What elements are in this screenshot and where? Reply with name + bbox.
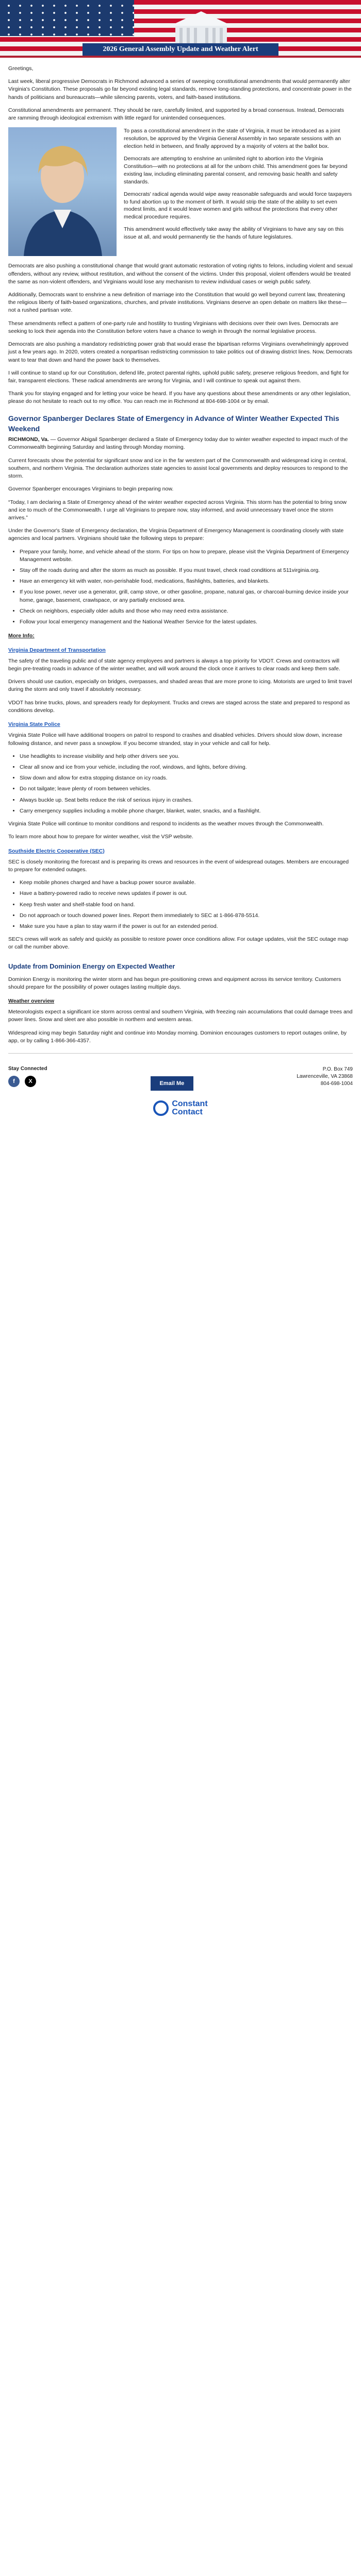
delegate-paragraph: Democrats' radical agenda would wipe away reasonable safeguards and would force taxpayers to fund abortion up to the moment of birth. It would strip the state of the ability to set even modest limits, and it would leave women and girls without the protections that every other medical procedure requires.	[124, 191, 352, 221]
constant-contact-icon	[153, 1100, 169, 1116]
list-item: • Follow your local emergency management and the National Weather Service for the latest updates.	[20, 618, 353, 626]
list-item: • Keep mobile phones charged and have a backup power source available.	[20, 879, 353, 887]
weather-paragraph: Current forecasts show the potential for significant snow and ice in the far western part of the Commonwealth and widespread icing in central, southern, and northern Virginia. The declaration authorizes state agencies to assist local governments and deploy resources to respond to the storm.	[8, 457, 348, 480]
social-links	[8, 1076, 47, 1087]
address-line: P.O. Box 749	[322, 1066, 353, 1073]
intro-paragraph: Last week, liberal progressive Democrats in Richmond advanced a series of sweeping constitutional amendments that would permanently alter Virginia's Constitution. These proposals go far beyond existing legal standards, remove long-standing protections, and concentrate power in the hands of politicians and bureaucrats—while silencing parents, voters, and faith-based institutions.	[8, 78, 352, 100]
overview-paragraph: Meteorologists expect a significant ice storm across central and southern Virginia, with freezing rain accumulations that could damage trees and power lines. Snow and sleet are also possible in northern and western areas.	[8, 1009, 353, 1023]
list-item: • Clear all snow and ice from your vehicle, including the roof, windows, and lights, before driving.	[20, 764, 353, 771]
vdot-paragraph: VDOT has brine trucks, plows, and spreaders ready for deployment. Trucks and crews are staged across the state and prepared to respond as conditions develop.	[8, 699, 350, 714]
email-page	[0, 0, 361, 1131]
office-address	[297, 1066, 353, 1088]
constant-contact-logo[interactable]	[0, 1094, 361, 1131]
list-item: • Make sure you have a plan to stay warm if the power is out for an extended period.	[20, 923, 353, 930]
sec-tips-list	[8, 879, 353, 930]
divider	[8, 1053, 353, 1054]
list-item: • Have a battery-powered radio to receive news updates if power is out.	[20, 890, 353, 897]
x-icon[interactable]: X	[25, 1076, 36, 1087]
list-item: • Stay off the roads during and after the storm as much as possible. If you must travel, check road conditions at 511virginia.org.	[20, 567, 353, 574]
governor-quote: “Today, I am declaring a State of Emergency ahead of the winter weather expected across Virginia. This storm has the potential to bring snow and ice to much of the Commonwealth. I urge all Virginians to prepare now, stay informed, and avoid unnecessary travel once the storm arrives.”	[8, 499, 347, 521]
intro-paragraph: Constitutional amendments are permanent. They should be rare, carefully limited, and supported by a broad consensus. Instead, Democrats are ramming through ideological extremism with little regard for unintended consequences.	[8, 107, 344, 122]
vsp-paragraph: Virginia State Police will have additional troopers on patrol to respond to crashes and disabled vehicles. Drivers should slow down, increase following distance, and never pass a snowplow. If you become stranded, stay in your vehicle and call for help.	[8, 732, 342, 747]
list-item: • Prepare your family, home, and vehicle ahead of the storm. For tips on how to prepare, please visit the Virginia Department of Emergency Management website.	[20, 548, 353, 564]
weather-title: Governor Spanberger Declares State of Emergency in Advance of Winter Weather Expected This Weekend	[8, 414, 339, 433]
delegate-paragraph: To pass a constitutional amendment in the state of Virginia, it must be introduced as a joint resolution, be approved by the Virginia General Assembly in two separate sessions with an election held in between, and finally approved by a majority of voters at the ballot box.	[124, 128, 341, 150]
cc-line: Contact	[172, 1108, 203, 1117]
vdot-link[interactable]: Virginia Department of Transportation	[8, 647, 106, 653]
list-item: • Do not tailgate; leave plenty of room between vehicles.	[20, 785, 353, 793]
facebook-icon[interactable]: f	[8, 1076, 20, 1087]
newsletter-body	[0, 58, 361, 1054]
overview-paragraph: Widespread icing may begin Saturday night and continue into Monday morning. Dominion encourages customers to report outages online, by app, or by calling 1-866-366-4357.	[8, 1029, 347, 1044]
email-me-button[interactable]: Email Me	[151, 1076, 194, 1091]
list-item: • Use headlights to increase visibility and help other drivers see you.	[20, 753, 353, 760]
header-banner	[0, 0, 361, 58]
greeting: Greetings,	[8, 65, 34, 72]
vdot-paragraph: Drivers should use caution, especially on bridges, overpasses, and shaded areas that are more prone to icing. Motorists are urged to limit travel during the storm and only travel if absolutely necessary.	[8, 679, 352, 693]
person-icon	[8, 127, 117, 256]
sec-link[interactable]: Southside Electric Cooperative (SEC)	[8, 848, 105, 854]
list-item: • Have an emergency kit with water, non-perishable food, medications, flashlights, batteries, and blankets.	[20, 578, 353, 585]
address-line: Lawrenceville, VA 23868	[297, 1074, 353, 1080]
sec-paragraph: SEC's crews will work as safely and quickly as possible to restore power once conditions allow. For outage updates, visit the SEC outage map or call the number above.	[8, 936, 349, 951]
vsp-link[interactable]: Virginia State Police	[8, 721, 60, 728]
delegate-portrait	[8, 127, 117, 256]
weather-lede: — Governor Abigail Spanberger declared a State of Emergency today due to winter weather expected to impact much of the Commonwealth beginning Saturday and lasting through Monday morning.	[8, 436, 348, 451]
body-paragraph: Democrats are also pushing a mandatory redistricting power grab that would erase the bipartisan reforms Virginians overwhelmingly approved just a few years ago. In 2020, voters created a nonpartisan redistricting commission to take politics out of drawing district lines. Now, Democrats want to tear that down and hand the power back to themselves.	[8, 341, 353, 363]
body-paragraph: These amendments reflect a pattern of one-party rule and hostility to trusting Virginians with decisions over their own lives. Democrats are seeking to lock their agenda into the Constitution before voters have a chance to weigh in through the normal legislative process.	[8, 320, 339, 334]
list-item: • Do not approach or touch downed power lines. Report them immediately to SEC at 1-866-878-5514.	[20, 912, 353, 920]
cc-line: Constant	[172, 1099, 208, 1109]
weather-overview-heading: Weather overview	[8, 997, 55, 1004]
address-line: 804-698-1004	[320, 1081, 353, 1087]
vsp-paragraph: To learn more about how to prepare for winter weather, visit the VSP website.	[8, 834, 193, 840]
list-item: • Check on neighbors, especially older adults and those who may need extra assistance.	[20, 607, 353, 615]
body-paragraph: Thank you for staying engaged and for letting your voice be heard. If you have any questions about these amendments or any other legislation, please do not hesitate to reach out to my office. You can reach me in Richmond at 804-698-1004 or by email.	[8, 391, 351, 405]
footer	[0, 1062, 361, 1094]
dominion-paragraph: Dominion Energy is monitoring the winter storm and has begun pre-positioning crews and equipment across its service territory. Customers should prepare for the possibility of power outages lasting multiple days.	[8, 976, 341, 990]
delegate-paragraph: This amendment would effectively take away the ability of Virginians to have any say on this issue at all, and would permanently tie the hands of future legislatures.	[124, 226, 344, 241]
list-item: • If you lose power, never use a generator, grill, camp stove, or other gasoline, propane, natural gas, or charcoal-burning device inside your home, garage, basement, crawlspace, or any partially enclosed area.	[20, 588, 353, 604]
weather-paragraph: Under the Governor's State of Emergency declaration, the Virginia Department of Emergency Management is coordinating closely with state agencies and local partners. Virginians should take the following steps to prepare:	[8, 528, 344, 542]
sec-paragraph: SEC is closely monitoring the forecast and is preparing its crews and resources in the event of widespread outages. Members are encouraged to prepare for extended outages.	[8, 858, 349, 873]
vdot-paragraph: The safety of the traveling public and of state agency employees and partners is always a top priority for VDOT. Crews and contractors will begin pre-treating roads in advance of the winter weather, and will work around the clock once it arrives to clear roads and keep them safe.	[8, 657, 340, 672]
body-paragraph: Democrats are also pushing a constitutional change that would grant automatic restoration of voting rights to felons, including violent and sexual offenders, without any review, without restitution, and without the consent of the victims. Under this proposal, violent offenders would be treated the same as non-violent offenders, and Virginians would lose any mechanism to review individual cases or weigh public safety.	[8, 263, 353, 285]
list-item: • Carry emergency supplies including a mobile phone charger, blanket, water, snacks, and a flashlight.	[20, 807, 353, 815]
body-paragraph: I will continue to stand up for our Constitution, defend life, protect parental rights, uphold public safety, preserve religious freedom, and fight for fair, transparent elections. These radical amendments are wrong for Virginia, and I will continue to speak out against them.	[8, 369, 349, 384]
more-info-heading: More Info:	[8, 633, 35, 639]
flag-canton	[0, 0, 134, 36]
list-item: • Always buckle up. Seat belts reduce the risk of serious injury in crashes.	[20, 796, 353, 804]
weather-paragraph: Governor Spanberger encourages Virginians to begin preparing now.	[8, 486, 174, 493]
list-item: • Slow down and allow for extra stopping distance on icy roads.	[20, 774, 353, 782]
list-item: • Keep fresh water and shelf-stable food on hand.	[20, 901, 353, 909]
delegate-section	[8, 127, 353, 256]
vsp-tips-list	[8, 753, 353, 815]
delegate-paragraph: Democrats are attempting to enshrine an unlimited right to abortion into the Virginia Constitution—with no protections at all for the unborn child. This amendment goes far beyond existing law, including eliminating parental consent, and removing basic health and safety standards.	[124, 156, 348, 185]
dominion-update-title: Update from Dominion Energy on Expected Weather	[8, 962, 175, 970]
body-paragraph: Additionally, Democrats want to enshrine a new definition of marriage into the Constitution that would go well beyond current law, threatening the religious liberty of faith-based organizations, churches, and private institutions. Virginians deserve an open debate on matters like these—not a rushed partisan vote.	[8, 291, 347, 314]
stay-connected-label: Stay Connected	[8, 1066, 47, 1072]
vsp-paragraph: Virginia State Police will continue to monitor conditions and respond to incidents as the weather moves through the Commonwealth.	[8, 821, 324, 827]
newsletter-title: 2026 General Assembly Update and Weather Alert	[83, 43, 278, 56]
prep-tips-list	[8, 548, 353, 626]
dateline: RICHMOND, Va.	[8, 436, 49, 443]
